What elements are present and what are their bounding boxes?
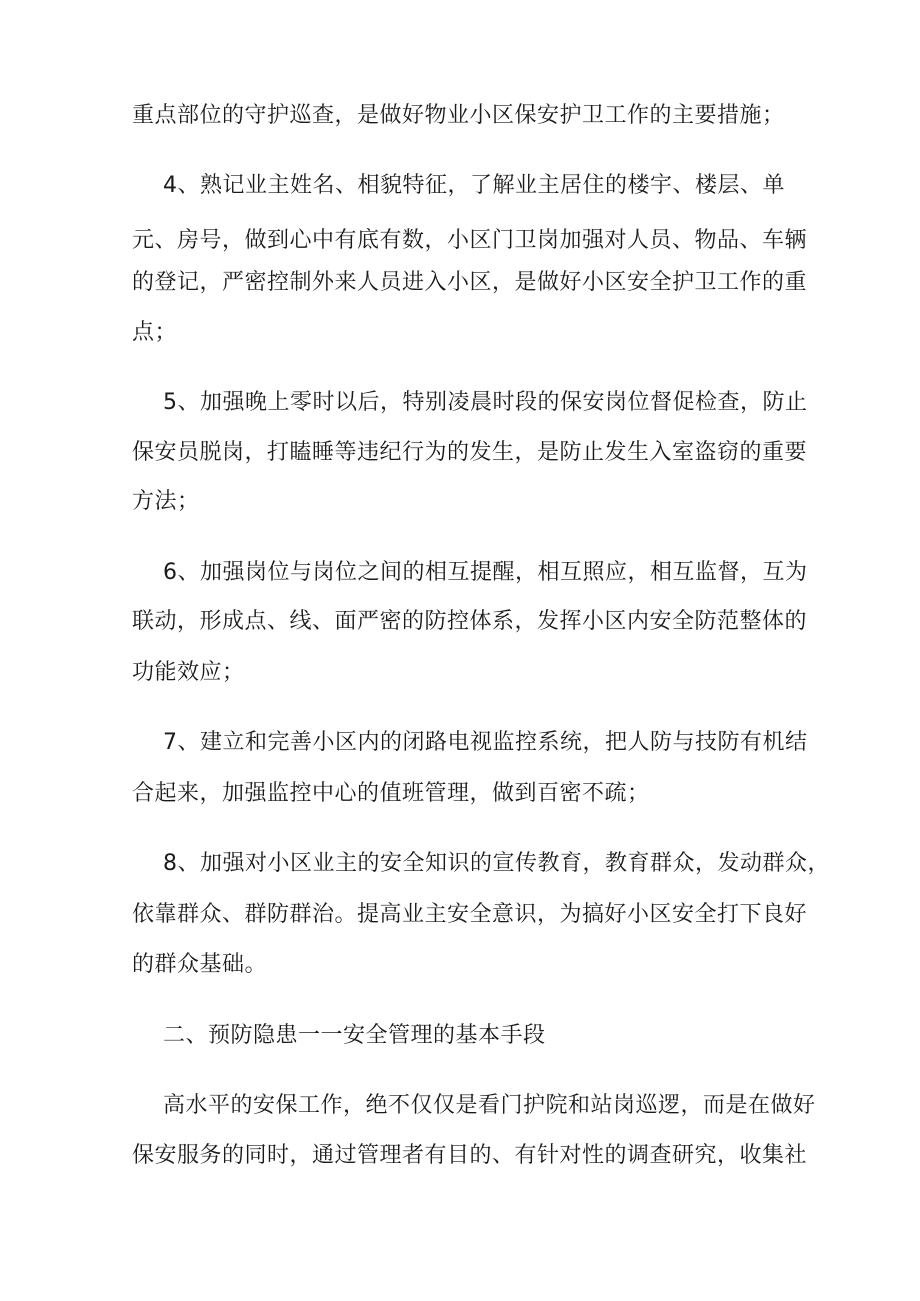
text-line: 功能效应； xyxy=(132,660,245,685)
text-line: 的登记，严密控制外来人员进入小区，是做好小区安全护卫工作的重 xyxy=(132,270,808,295)
text-line: 5、加强晚上零时以后，特别凌晨时段的保安岗位督促检查，防止 xyxy=(163,390,808,415)
text-line: 保安服务的同时，通过管理者有目的、有针对性的调查研究，收集社 xyxy=(132,1143,808,1168)
text-line: 联动，形成点、线、面严密的防控体系，发挥小区内安全防范整体的 xyxy=(132,609,808,634)
text-line: 依靠群众、群防群治。提高业主安全意识，为搞好小区安全打下良好 xyxy=(132,902,808,927)
text-line: 合起来，加强监控中心的值班管理，做到百密不疏； xyxy=(132,781,650,806)
text-line: 8、加强对小区业主的安全知识的宣传教育，教育群众，发动群众， xyxy=(163,851,830,876)
text-line: 保安员脱岗，打瞌睡等违纪行为的发生，是防止发生入室盗窃的重要 xyxy=(132,440,808,465)
text-line: 6、加强岗位与岗位之间的相互提醒，相互照应，相互监督，互为 xyxy=(163,560,808,585)
text-line: 点； xyxy=(132,320,178,345)
text-line: 高水平的安保工作，绝不仅仅是看门护院和站岗巡逻，而是在做好 xyxy=(163,1093,816,1118)
text-line: 方法； xyxy=(132,489,200,514)
text-line: 重点部位的守护巡查，是做好物业小区保安护卫工作的主要措施； xyxy=(132,103,785,128)
section-heading: 二、预防隐患一一安全管理的基本手段 xyxy=(163,1023,546,1048)
text-line: 4、熟记业主姓名、相貌特征，了解业主居住的楼宇、楼层、单 xyxy=(163,173,785,198)
text-line: 元、房号，做到心中有底有数，小区门卫岗加强对人员、物品、车辆 xyxy=(132,228,808,253)
text-line: 的群众基础。 xyxy=(132,952,268,977)
text-line: 7、建立和完善小区内的闭路电视监控系统，把人防与技防有机结 xyxy=(163,730,808,755)
